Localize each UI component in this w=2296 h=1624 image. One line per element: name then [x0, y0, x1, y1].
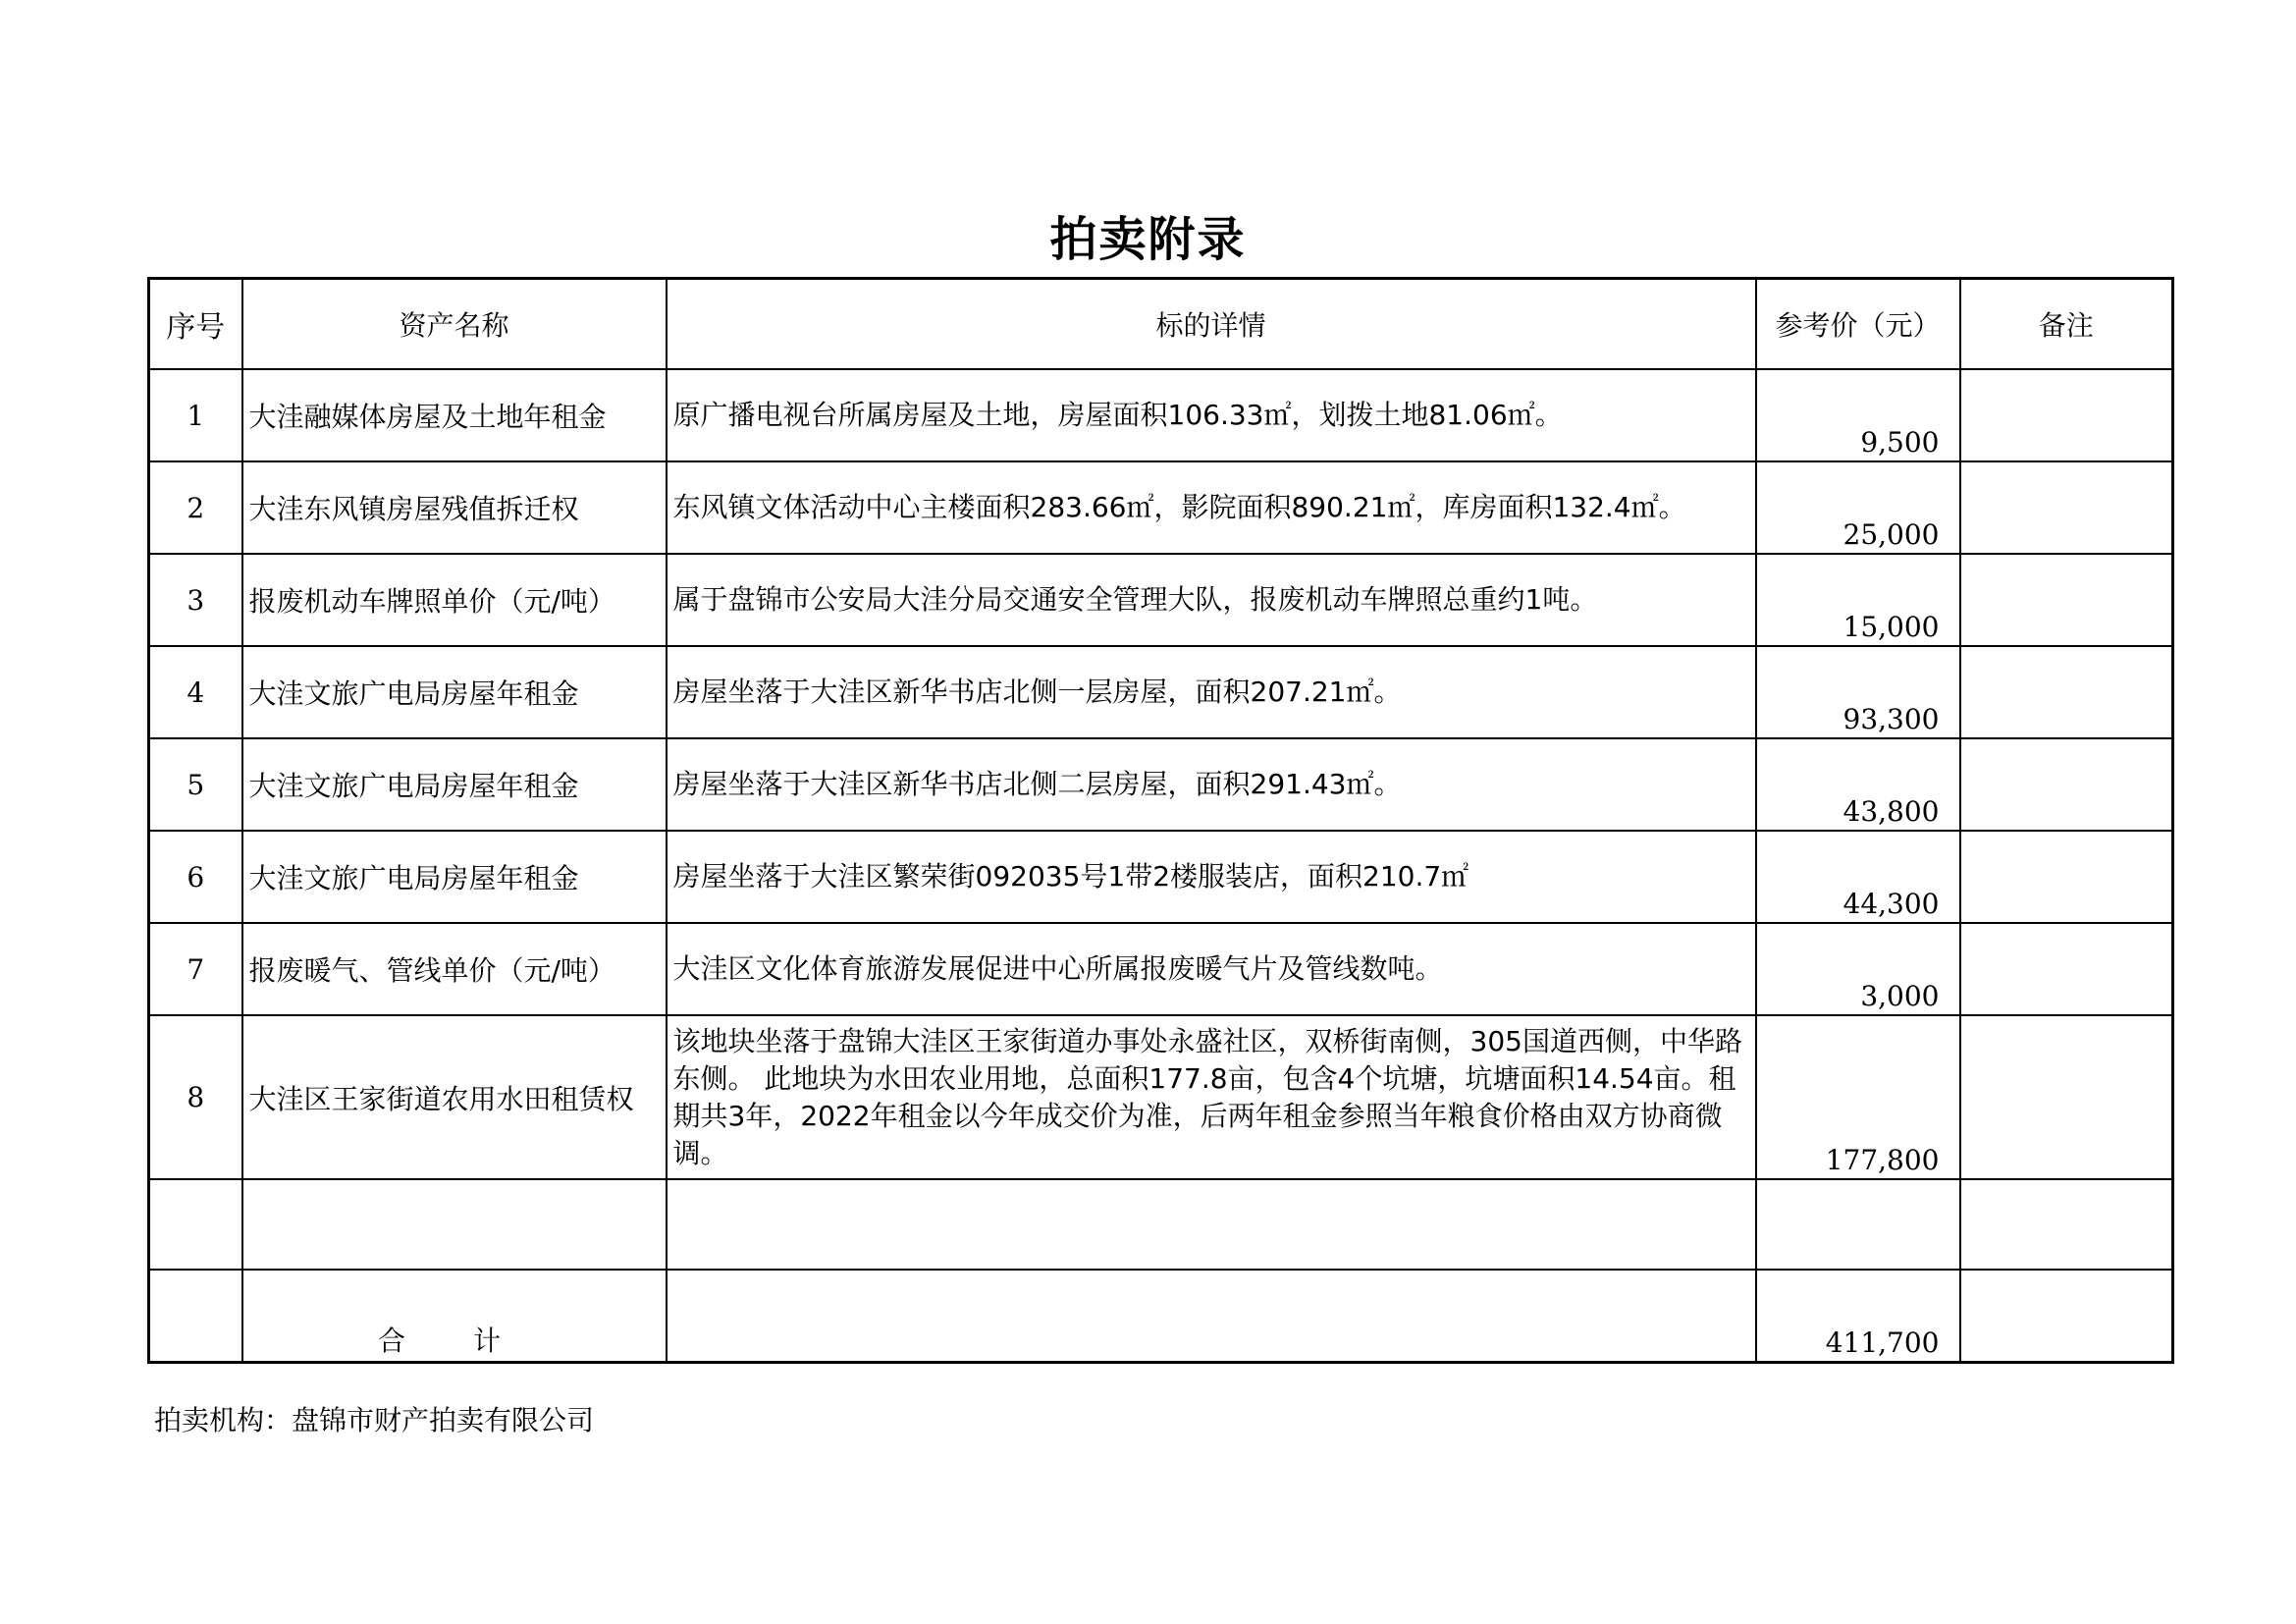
document-title: 拍卖附录: [1049, 212, 1247, 267]
row-seq: 1: [149, 369, 242, 461]
header-name: 资产名称: [242, 279, 667, 370]
row-price: 3,000: [1756, 923, 1960, 1015]
row-seq: 8: [149, 1015, 242, 1179]
row-note: [1960, 369, 2173, 461]
row-detail: 属于盘锦市公安局大洼分局交通安全管理大队，报废机动车牌照总重约1吨。: [667, 554, 1756, 646]
row-note: [1960, 646, 2173, 738]
row-price: 25,000: [1756, 461, 1960, 554]
empty-cell: [1960, 1179, 2173, 1270]
row-seq: 7: [149, 923, 242, 1015]
row-note: [1960, 831, 2173, 923]
empty-cell: [242, 1179, 667, 1270]
header-detail: 标的详情: [667, 279, 1756, 370]
row-price: 93,300: [1756, 646, 1960, 738]
row-note: [1960, 923, 2173, 1015]
row-detail: 原广播电视台所属房屋及土地，房屋面积106.33㎡，划拨土地81.06㎡。: [667, 369, 1756, 461]
empty-cell: [1756, 1179, 1960, 1270]
row-price: 43,800: [1756, 738, 1960, 831]
row-note: [1960, 554, 2173, 646]
header-note: 备注: [1960, 279, 2173, 370]
row-name: 大洼文旅广电局房屋年租金: [242, 831, 667, 923]
empty-cell: [149, 1179, 242, 1270]
row-price: 44,300: [1756, 831, 1960, 923]
row-name: 大洼区王家街道农用水田租赁权: [242, 1015, 667, 1179]
row-detail: 东风镇文体活动中心主楼面积283.66㎡，影院面积890.21㎡，库房面积132.4㎡。: [667, 461, 1756, 554]
row-detail: 大洼区文化体育旅游发展促进中心所属报废暖气片及管线数吨。: [667, 923, 1756, 1015]
row-price: 15,000: [1756, 554, 1960, 646]
auction-table: [147, 277, 2174, 1364]
row-seq: 4: [149, 646, 242, 738]
header-row: [149, 279, 2173, 370]
row-name: 大洼文旅广电局房屋年租金: [242, 738, 667, 831]
row-seq: 2: [149, 461, 242, 554]
row-name: 大洼文旅广电局房屋年租金: [242, 646, 667, 738]
table-row: [149, 738, 2173, 831]
row-seq: 6: [149, 831, 242, 923]
header-seq: 序号: [149, 279, 242, 370]
row-name: 报废机动车牌照单价（元/吨）: [242, 554, 667, 646]
table-row: [149, 461, 2173, 554]
table-row: [149, 1015, 2173, 1179]
row-note: [1960, 1015, 2173, 1179]
row-detail: 该地块坐落于盘锦大洼区王家街道办事处永盛社区，双桥街南侧，305国道西侧，中华路东侧。 此地块为水田农业用地，总面积177.8亩，包含4个坑塘，坑塘面积14.54亩。租期共3年，2022年租金以今年成交价为准，后两年租金参照当年粮食价格由双方协商微调。: [667, 1015, 1756, 1179]
table-row: [149, 554, 2173, 646]
empty-cell: [667, 1179, 1756, 1270]
row-seq: 5: [149, 738, 242, 831]
auction-agency: 拍卖机构：盘锦市财产拍卖有限公司: [154, 1404, 595, 1436]
row-seq: 3: [149, 554, 242, 646]
table-row: [149, 923, 2173, 1015]
row-name: 报废暖气、管线单价（元/吨）: [242, 923, 667, 1015]
row-name: 大洼东风镇房屋残值拆迁权: [242, 461, 667, 554]
header-price: 参考价（元）: [1756, 279, 1960, 370]
row-price: 177,800: [1756, 1015, 1960, 1179]
total-detail-cell: [667, 1270, 1756, 1363]
empty-row: [149, 1179, 2173, 1270]
total-label: 合 计: [242, 1270, 667, 1363]
row-detail: 房屋坐落于大洼区新华书店北侧一层房屋，面积207.21㎡。: [667, 646, 1756, 738]
table-row: [149, 646, 2173, 738]
total-seq-cell: [149, 1270, 242, 1363]
row-price: 9,500: [1756, 369, 1960, 461]
row-note: [1960, 738, 2173, 831]
row-note: [1960, 461, 2173, 554]
total-price: 411,700: [1756, 1270, 1960, 1363]
row-detail: 房屋坐落于大洼区繁荣街092035号1带2楼服装店，面积210.7㎡: [667, 831, 1756, 923]
table-row: [149, 831, 2173, 923]
total-row: [149, 1270, 2173, 1363]
row-detail: 房屋坐落于大洼区新华书店北侧二层房屋，面积291.43㎡。: [667, 738, 1756, 831]
row-name: 大洼融媒体房屋及土地年租金: [242, 369, 667, 461]
total-note-cell: [1960, 1270, 2173, 1363]
table-row: [149, 369, 2173, 461]
